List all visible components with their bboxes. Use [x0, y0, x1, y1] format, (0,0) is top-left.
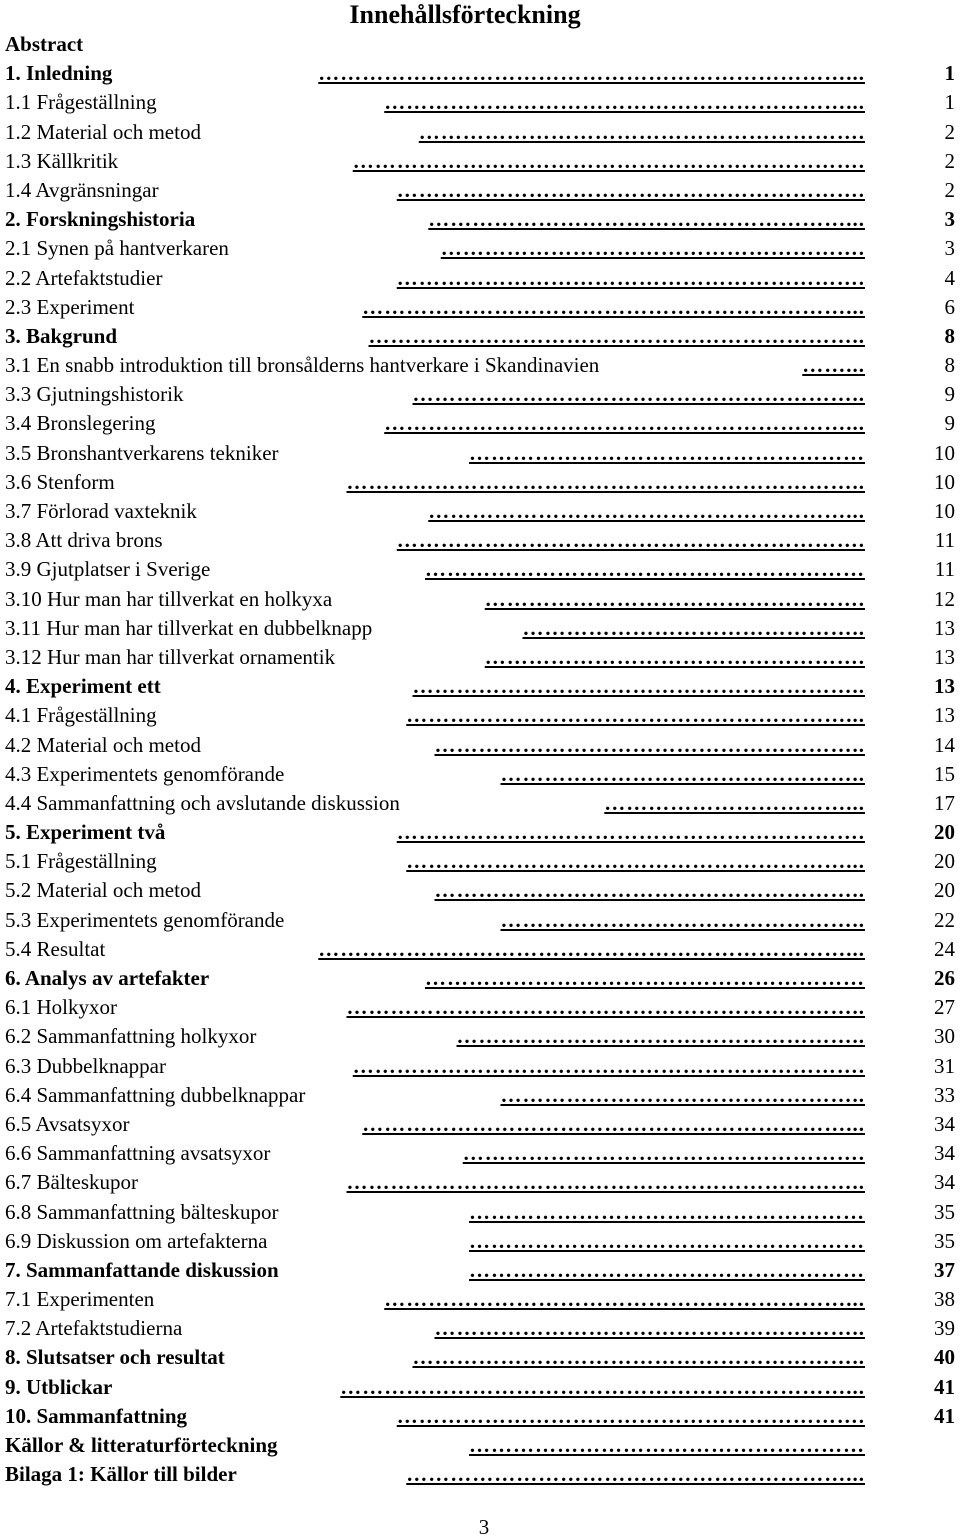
toc-entry: [5, 59, 955, 88]
toc-entry-leader: ………………………………………………….: [440, 236, 865, 261]
toc-entry-leader: …………………………………………………………….: [352, 148, 865, 173]
toc-entry: [5, 497, 955, 526]
toc-entry-label: 4.4 Sammanfattning och avslutande diskussion: [5, 790, 400, 815]
toc-entry-page: 26: [934, 966, 955, 990]
toc-entry-label: 4.2 Material och metod: [5, 732, 201, 757]
toc-entry-label: 3. Bakgrund: [5, 323, 118, 348]
toc-entry-page: 13: [934, 615, 955, 640]
toc-entry: [5, 322, 955, 351]
toc-entry-label: 1.4 Avgränsningar: [5, 177, 159, 202]
toc-entry-label: 6.4 Sammanfattning dubbelknappar: [5, 1082, 306, 1107]
toc-entry: [5, 409, 955, 438]
toc-entry: [5, 1168, 955, 1197]
toc-entry-page: 2: [944, 177, 955, 202]
toc-entry-label: 2.1 Synen på hantverkaren: [5, 236, 229, 261]
toc-entry-leader: …………………………………………………..: [434, 732, 865, 757]
toc-entry-leader: ……...: [802, 353, 865, 378]
toc-entry-page: 20: [934, 820, 955, 845]
toc-entry-label: 5.4 Resultat: [5, 936, 106, 961]
toc-entry: [5, 672, 955, 701]
toc-entry: [5, 176, 955, 205]
toc-entry: [5, 1285, 955, 1314]
toc-entry-leader: ……………………………………………………: [425, 966, 865, 990]
toc-entry-page: 6: [944, 294, 955, 319]
table-of-contents: [5, 30, 955, 1489]
toc-entry: [5, 701, 955, 730]
toc-entry-page: 27: [934, 995, 955, 1020]
toc-entry-page: 11: [934, 528, 955, 553]
toc-entry-label: 3.12 Hur man har tillverkat ornamentik: [5, 644, 336, 669]
toc-entry: [5, 1081, 955, 1110]
toc-entry-label: 7.2 Artefaktstudierna: [5, 1316, 183, 1341]
toc-entry: [5, 1139, 955, 1168]
toc-entry-label: 3.1 En snabb introduktion till bronsålderns hantverkare i Skandinavien: [5, 353, 600, 378]
toc-entry: [5, 1314, 955, 1343]
toc-entry-page: 37: [934, 1257, 955, 1282]
toc-entry: [5, 351, 955, 380]
toc-entry-leader: …………………………………………………………...: [362, 1111, 865, 1136]
toc-entry-page: 4: [944, 265, 955, 290]
toc-entry: [5, 1198, 955, 1227]
toc-entry-leader: …………………………………………………...: [428, 207, 865, 232]
toc-entry-page: 9: [944, 382, 955, 407]
toc-entry-leader: …………………………………………..: [500, 907, 865, 932]
toc-entry: [5, 789, 955, 818]
toc-entry: [5, 876, 955, 905]
toc-entry-page: 33: [934, 1082, 955, 1107]
toc-entry-label: 10. Sammanfattning: [5, 1403, 188, 1428]
toc-entry-leader: ………………………………………………………………...: [318, 61, 865, 86]
toc-entry-label: 3.9 Gjutplatser i Sverige: [5, 557, 211, 582]
toc-entry-leader: ……………………………………………………………...: [340, 1374, 865, 1399]
toc-entry: [5, 818, 955, 847]
page-number: 3: [478, 1515, 490, 1539]
toc-entry-page: 13: [934, 703, 955, 728]
toc-entry-leader: ………………………………………………: [469, 1257, 865, 1282]
toc-entry-page: 14: [934, 732, 955, 757]
toc-entry-leader: ……………………………………………………: [425, 557, 865, 582]
toc-entry-leader: ………………………………………………………………...: [318, 936, 865, 961]
toc-entry-page: 34: [934, 1111, 955, 1136]
toc-entry: [5, 1256, 955, 1285]
toc-entry-label: 1. Inledning: [5, 61, 113, 86]
toc-entry-label: 3.4 Bronslegering: [5, 411, 156, 436]
toc-entry-leader: …………………………………………………………….: [352, 1053, 865, 1078]
toc-entry-label: 1.2 Material och metod: [5, 119, 201, 144]
toc-entry-label: 2. Forskningshistoria: [5, 207, 196, 232]
toc-entry-leader: …………………………………………………...: [428, 499, 865, 523]
toc-entry-leader: …………………………………………..: [500, 1082, 865, 1107]
toc-entry-page: 35: [934, 1199, 955, 1224]
toc-entry-label: 3.3 Gjutningshistorik: [5, 382, 184, 407]
toc-entry-page: 12: [934, 586, 955, 611]
toc-entry-label: 6.7 Bälteskupor: [5, 1170, 138, 1195]
toc-entry-page: 24: [934, 936, 955, 961]
toc-entry-label: 2.2 Artefaktstudier: [5, 265, 163, 290]
toc-entry-label: 3.6 Stenform: [5, 469, 115, 494]
toc-entry: [5, 847, 955, 876]
toc-entry-leader: ……………………………………………………….: [396, 1403, 865, 1428]
toc-entry-label: 5.1 Frågeställning: [5, 849, 157, 874]
toc-entry-leader: ………………………………………..: [522, 615, 865, 640]
toc-entry-page: 9: [944, 411, 955, 436]
toc-entry-leader: ……………………………………………………..: [412, 674, 865, 699]
toc-entry: [5, 614, 955, 643]
toc-entry-page: 20: [934, 849, 955, 874]
toc-entry-leader: …………………………………………………………...: [362, 294, 865, 319]
toc-entry-page: 39: [934, 1316, 955, 1341]
toc-entry-page: 13: [934, 674, 955, 699]
toc-entry-leader: ………………………………………………: [469, 1199, 865, 1224]
toc-entry-page: 2: [944, 148, 955, 173]
toc-entry-label: 6. Analys av artefakter: [5, 966, 210, 990]
toc-entry: [5, 88, 955, 117]
toc-entry: [5, 147, 955, 176]
toc-entry: [5, 205, 955, 234]
toc-entry: [5, 731, 955, 760]
toc-entry: [5, 1402, 955, 1431]
toc-entry: [5, 264, 955, 293]
toc-entry-leader: …………………………………………………………..: [368, 323, 865, 348]
toc-entry-leader: ……………………………………………………………..: [346, 995, 865, 1020]
toc-entry-page: 10: [934, 499, 955, 523]
toc-entry-page: 11: [934, 557, 955, 582]
toc-entry: [5, 30, 955, 59]
toc-entry-page: 31: [934, 1053, 955, 1078]
toc-entry-label: 7.1 Experimenten: [5, 1287, 155, 1312]
toc-entry-page: 34: [934, 1170, 955, 1195]
toc-entry-leader: ……………………………………………….: [462, 1141, 865, 1166]
toc-entry-leader: …………………………………………….: [484, 644, 865, 669]
toc-entry-label: 8. Slutsatser och resultat: [5, 1345, 225, 1370]
toc-entry-leader: ……………………………………………………..: [412, 382, 865, 407]
toc-entry-page: 17: [934, 790, 955, 815]
toc-entry-leader: ……………………………………………………….: [396, 265, 865, 290]
toc-entry-label: 1.1 Frågeställning: [5, 90, 157, 115]
toc-entry-leader: ……………………………...: [604, 790, 865, 815]
toc-entry-page: 1: [944, 90, 955, 115]
toc-entry-page: 3: [944, 207, 955, 232]
toc-entry-page: 2: [944, 119, 955, 144]
toc-entry-label: 6.8 Sammanfattning bälteskupor: [5, 1199, 279, 1224]
toc-entry-leader: ……………………………………………………...: [406, 849, 865, 874]
toc-entry-label: 6.6 Sammanfattning avsatsyxor: [5, 1141, 271, 1166]
toc-entry-label: Bilaga 1: Källor till bilder: [5, 1462, 237, 1487]
toc-entry-page: 1: [944, 61, 955, 86]
toc-entry-label: 6.2 Sammanfattning holkyxor: [5, 1024, 257, 1049]
toc-entry-leader: ……………………………………………………...: [406, 703, 865, 728]
toc-entry: [5, 380, 955, 409]
toc-entry-leader: …………………………………………..: [500, 761, 865, 786]
toc-entry-label: 3.10 Hur man har tillverkat en holkyxa: [5, 586, 333, 611]
toc-entry-label: Abstract: [5, 32, 84, 56]
toc-entry: [5, 585, 955, 614]
toc-entry-leader: ………………………………………………………...: [384, 90, 865, 115]
toc-entry-leader: …………………………………………………..: [434, 878, 865, 903]
toc-entry: [5, 1022, 955, 1051]
toc-entry-leader: ……………………………………………………………..: [346, 469, 865, 494]
toc-entry-label: Källor & litteraturförteckning: [5, 1433, 278, 1457]
toc-entry-leader: …………………………………………….: [484, 586, 865, 611]
toc-entry-leader: ……………………………………………………..: [412, 1345, 865, 1370]
toc-entry-label: 4.3 Experimentets genomförande: [5, 761, 285, 786]
toc-entry-label: 5. Experiment två: [5, 820, 166, 845]
toc-entry-leader: ………………………………………………: [469, 440, 865, 465]
toc-entry-label: 5.3 Experimentets genomförande: [5, 907, 285, 932]
page-title: Innehållsförteckning: [349, 0, 581, 29]
toc-entry-leader: ………………………………………………: [469, 1228, 865, 1253]
toc-entry-label: 6.5 Avsatsyxor: [5, 1111, 130, 1136]
toc-entry-label: 6.9 Diskussion om artefakterna: [5, 1228, 268, 1253]
toc-entry-page: 38: [934, 1287, 955, 1312]
toc-entry-label: 1.3 Källkritik: [5, 148, 119, 173]
toc-entry: [5, 906, 955, 935]
toc-entry-page: 41: [934, 1403, 955, 1428]
toc-entry-page: 30: [934, 1024, 955, 1049]
toc-entry-leader: ……………………………………………………….: [396, 528, 865, 553]
toc-entry-label: 9. Utblickar: [5, 1374, 113, 1399]
toc-entry: [5, 935, 955, 964]
toc-entry-label: 6.1 Holkyxor: [5, 995, 117, 1020]
toc-entry: [5, 993, 955, 1022]
toc-entry-page: 35: [934, 1228, 955, 1253]
toc-entry-label: 3.8 Att driva brons: [5, 528, 163, 553]
toc-entry: [5, 293, 955, 322]
toc-entry-leader: …………………………………………………..: [434, 1316, 865, 1341]
toc-entry: [5, 1431, 955, 1460]
toc-entry-leader: ………………………………………………..: [456, 1024, 865, 1049]
toc-entry-leader: ………………………………………………………...: [384, 1287, 865, 1312]
toc-entry-leader: ……………………………………………………….: [396, 820, 865, 845]
toc-entry-leader: ……………………………………………………….: [396, 177, 865, 202]
toc-entry-leader: …………………………………………………….: [418, 119, 865, 144]
toc-entry: [5, 1460, 955, 1489]
toc-entry-page: 10: [934, 440, 955, 465]
toc-entry: [5, 439, 955, 468]
toc-entry-page: 20: [934, 878, 955, 903]
toc-entry: [5, 1110, 955, 1139]
toc-entry-page: 3: [944, 236, 955, 261]
toc-entry: [5, 526, 955, 555]
toc-entry: [5, 964, 955, 993]
toc-entry: [5, 1227, 955, 1256]
toc-entry: [5, 234, 955, 263]
toc-entry: [5, 643, 955, 672]
toc-entry: [5, 1343, 955, 1372]
toc-entry: [5, 1373, 955, 1402]
toc-entry-leader: ……………………………………………………………..: [346, 1170, 865, 1195]
toc-entry: [5, 468, 955, 497]
toc-entry: [5, 760, 955, 789]
toc-entry-page: 13: [934, 644, 955, 669]
toc-entry-label: 4.1 Frågeställning: [5, 703, 157, 728]
toc-entry-leader: ………………………………………………………...: [384, 411, 865, 436]
toc-entry: [5, 118, 955, 147]
toc-entry-label: 5.2 Material och metod: [5, 878, 201, 903]
toc-entry-label: 2.3 Experiment: [5, 294, 135, 319]
toc-entry-page: 22: [934, 907, 955, 932]
toc-entry-label: 4. Experiment ett: [5, 674, 161, 699]
toc-entry-label: 3.5 Bronshantverkarens tekniker: [5, 440, 279, 465]
toc-entry-page: 34: [934, 1141, 955, 1166]
toc-entry-page: 41: [934, 1374, 955, 1399]
toc-entry-leader: ……………………………………………………...: [406, 1462, 865, 1487]
toc-entry-page: 15: [934, 761, 955, 786]
toc-entry-label: 3.11 Hur man har tillverkat en dubbelknapp: [5, 615, 373, 640]
toc-entry-page: 40: [934, 1345, 955, 1370]
toc-entry: [5, 1052, 955, 1081]
toc-entry-page: 8: [944, 353, 955, 378]
toc-entry-page: 10: [934, 469, 955, 494]
toc-entry: [5, 555, 955, 584]
toc-entry-page: 8: [944, 323, 955, 348]
toc-entry-label: 7. Sammanfattande diskussion: [5, 1257, 279, 1282]
toc-entry-leader: ………………………………………………: [469, 1433, 865, 1457]
toc-entry-label: 6.3 Dubbelknappar: [5, 1053, 166, 1078]
toc-entry-label: 3.7 Förlorad vaxteknik: [5, 499, 197, 523]
